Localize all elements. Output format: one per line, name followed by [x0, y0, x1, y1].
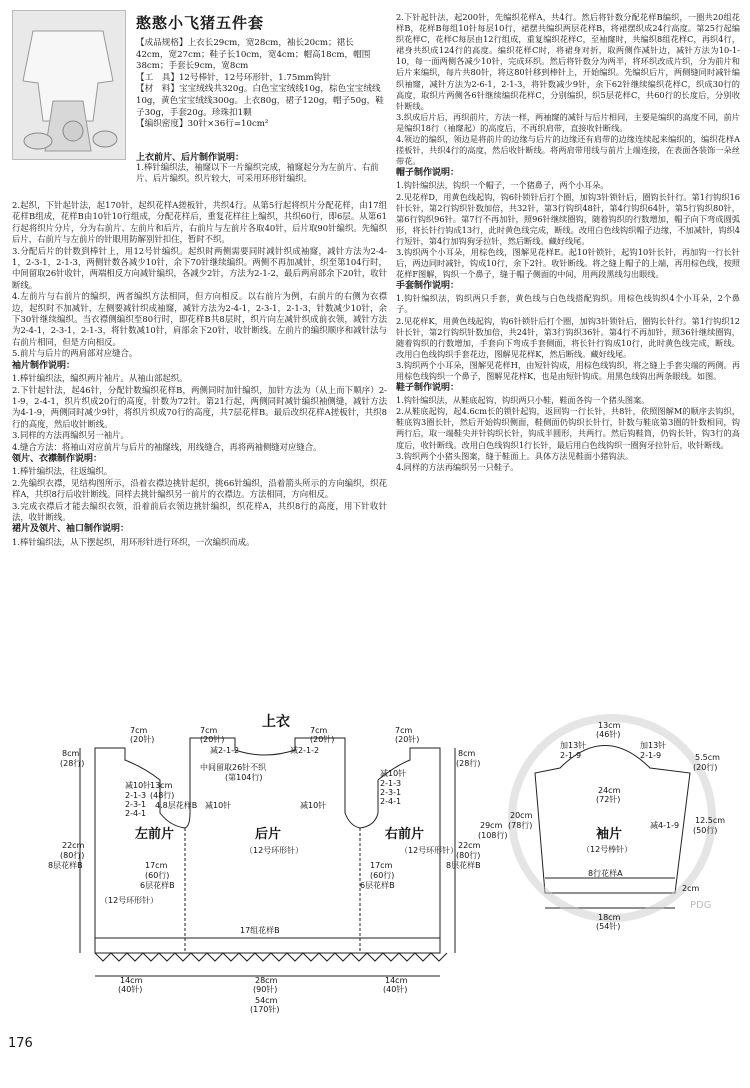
h22-right: 22cm — [458, 841, 481, 850]
paragraph: 2.下针起针法，起200针，先编织花样A，共4行。然后将针数分配花样B编织，一圈共20组花样B，花样B每组10针每层10行，裙摆共编织两层花样B，将裙摆织成24行高度。第25行起编织花样C，花样C每层由12行组成，重复编织花样C，至袖窿时，共编织8组花样C，再织4行，裙身共织成124行的高度。编织花样C时，将裙身对折，取两侧作减针边，减针方法为10-1-10，每一面两侧各减少10针，完成环织。然后将针数分为两半，将环织改成片织，分为前片和后片来编织，每片共80针，将这80针移到棒针上，开始编织。先编织后片，两侧缝同时减针编织袖窿，减针方法为2-6-1，2-1-3，将针数减少9针，余下62针继续编织花样C，织成30行的高度，取织片两侧各6针继续编织花样C，分别编织，织5层花样C，共60行的长度后，分别收针断线。 — [396, 12, 740, 111]
dec10b-right: 2-3-1 — [380, 788, 402, 797]
s-pattern-label: 8行花样A — [588, 869, 623, 878]
s55s-label: (20行) — [693, 763, 718, 772]
s55-label: 5.5cm — [695, 753, 720, 762]
needle-note: （12号环形针） — [245, 846, 304, 855]
label-back: 后片 — [255, 827, 282, 842]
needle-note-right: （12号环形针） — [400, 846, 459, 855]
paragraph: 3.分配后片的针数到棒针上，用12号针编织。起织时两侧需要同时减针织成袖窿，减针方法为2-4-1，2-3-1，2-1-3，两侧针数各减少10针，余下70针继续编织。两侧不再加减针，织至第104行时，中间留取26针收针，两端相反方向减针编织，各减少2针，方法为2-1-2，最后两肩部余下20针，收针断线。 — [12, 245, 387, 290]
dec10-right: 减10针 — [380, 769, 407, 778]
section-heading-skirt: 裙片及领片、袖口制作说明： — [12, 524, 130, 535]
s18-label: 18cm — [598, 913, 621, 922]
s18s-label: (54针) — [596, 922, 621, 931]
paragraph: 5.前片与后片的两肩部对应缝合。 — [12, 348, 138, 359]
stripe17-label: 17组花样B — [240, 926, 280, 935]
spec-line: 【成品规格】上衣长29cm，宽28cm，袖长20cm；裙长42cm，宽27cm；鞋子长10cm，宽4cm；帽高18cm，帽围38cm；手套长9cm，宽8cm — [136, 38, 371, 72]
w14s-right: (40针) — [383, 985, 408, 994]
dec10b-left: 2-3-1 — [125, 800, 147, 809]
mid-row: (第104行) — [225, 773, 263, 782]
paragraph: 3.同样的方法再编织另一袖片。 — [12, 430, 129, 441]
paragraph: 1.棒针编织法，从下摆起织，用环形针进行环织，一次编织而成。 — [12, 536, 255, 547]
label-left-front: 左前片 — [135, 827, 175, 842]
paragraph: 2.起织，下针起针法，起170针，起织花样A搓板针，共织4行。从第5行起将织片分配花样，由17组花样B组成，花样B由10针10行组成，分配花样后，重复花样往上编织，共织60行，即6层。从第61行起将织片分片，分为右前片、左前片和后片，右前片与左前片各取40针，后片取90针编织。先编织后片，右前片与左前片的针眼用防解别针扣住，暂时不织。 — [12, 200, 387, 245]
dim-w7s-back-r: (20针) — [310, 735, 335, 744]
paragraph: 1.棒针编织法，编织两片袖片。从袖山部起织。 — [12, 373, 188, 384]
h17s-right: (60行) — [370, 871, 395, 880]
w28-label: 28cm — [255, 976, 278, 985]
w54-label: 54cm — [255, 996, 278, 1005]
s2-label: 2cm — [682, 884, 700, 893]
h20-label: 20cm — [510, 811, 533, 820]
section-heading-shoe: 鞋子制作说明： — [396, 383, 460, 394]
left-column — [12, 200, 387, 548]
paragraph: 2.见花样K，用黄色线起钩，钩6针锁针后打个圈，加钩3针锁针后，圈钩长针行。第1行钩织12针长针，第2行钩织针数加倍，共24针，第3行钩织36针。第4行不再加针，照36针继续圈钩，随着钩织的行数增加，手套向下弯成手套侧面，将长针行钩成10行，此时黄色线完成，断线。改用白色线钩织手套花边，图解见花样K，然后断线。藏好线尾。 — [396, 315, 740, 359]
dec10c-left: 2-4-1 — [125, 809, 147, 818]
paragraph: 1.棒针编织法，袖窿以下一片编织完成，袖窿起分为左前片、右前片、后片编织。织片较大，可采用环形针编织。 — [136, 162, 379, 184]
product-photo — [12, 10, 126, 160]
h17-right: 17cm — [370, 861, 393, 870]
paragraph: 1.棒针编织法，往返编织。 — [12, 466, 113, 477]
w28s-label: (90针) — [253, 985, 278, 994]
spec-line: 【工 具】12号棒针，12号环形针，1.75mm钩针 — [136, 72, 331, 83]
label-sleeve: 袖片 — [596, 827, 623, 842]
paragraph: 4.左前片与右前片的编织，两者编织方法相同，但方向相反。以右前片为例，右前片的右侧为衣襟边，起织时不加减针，左侧要减针织成袖窿，减针方法为2-4-1，2-3-1，2-1-3，针数减少10针，余下30针继续编织。当衣襟侧编织至80行时，即花样B共8层时，织片向左减针织成前衣领，减针方法为2-4-1，2-3-1，2-1-3，将针数减10针，肩部余下20针，收针断线。左前片的编织顺序和减针法与右前片相同，但是方向相反。 — [12, 291, 387, 347]
dec-label-r: 减2-1-2 — [290, 746, 320, 755]
spec-line: 【材 料】宝宝绒线共320g。白色宝宝绒线10g，棕色宝宝绒线10g，黄色宝宝绒线300g。上衣80g，裙子120g，帽子50g，鞋子30g，手套20g。珍珠扣1颗 — [136, 84, 384, 118]
section-heading-collar: 领片、衣襟制作说明： — [12, 453, 103, 464]
dim-w7s-left: (20针) — [130, 735, 155, 744]
spec-line: 【编织密度】30针×36行=10cm² — [136, 119, 269, 130]
s-inc-left: 加13针 — [560, 741, 587, 750]
h20s-label: (78行) — [508, 821, 533, 830]
w14-left: 14cm — [120, 976, 143, 985]
paragraph: 4.缝合方法：将袖山对应前片与后片的袖窿线，用线缝合，再将两袖侧缝对应缝合。 — [12, 441, 322, 452]
right-column — [396, 12, 740, 473]
h8-right: 8cm — [458, 749, 476, 758]
paragraph: 2.见花样D，用黄色线起钩，钩6针锁针后打个圈，加钩3针锁针后，圈钩长针行。第1行钩织16针长针，第2行钩织针数加倍，共32针，第3行钩织48针，第4行钩织64针，第5行钩织80针，第6行钩织96针。第7行不再加针，照96针继续圈钩，随着钩织的行数增加，帽子向下弯成圆弧形，将长针行钩成13行，此时黄色线完成，断线。改用白色线钩织帽子边缘，不加减针，钩织4行短针，第4行加钩狗牙拉针，然后断线。藏好线尾。 — [396, 191, 740, 246]
dim-w7s-right: (20针) — [395, 735, 420, 744]
paragraph: 2.从鞋底起钩，起4.6cm长的锁针起钩，返回钩一行长针，共8针，依照图解M的顺序去钩织，鞋底钩3圈长针，然后开始钩织侧面，鞋侧面仍钩织长针行，针数与鞋底第3圈的针数相同，钩两行后，取一端鞋尖并针钩织长针，钩成半圆形，共两行。然后钩鞋筒，仍钩长针，钩3行的高度后，收针断线。改用白色线钩织1行长针，最后用白色线钩织一圈狗牙拉针后，收针断线。 — [396, 406, 740, 450]
paragraph: 2.先编织衣襟，见结构图所示，沿着衣襟边挑针起织，挑66针编织，沿着箭头所示的方向编织，织花样A，共织8行后收针断线。同样去挑针编织另一前片的衣襟边。方法相同，方向相反。 — [12, 477, 387, 500]
s24-label: 24cm — [598, 786, 621, 795]
section-heading-body: 上衣前片、后片制作说明： — [136, 153, 245, 163]
s-inc-right: 加13针 — [640, 741, 667, 750]
paragraph: 4.同样的方法再编织另一只鞋子。 — [396, 461, 519, 472]
hem-zigzag — [95, 953, 447, 961]
layer8-right: 8层花样B — [446, 861, 481, 870]
w14s-left: (40针) — [118, 985, 143, 994]
s125-label: 12.5cm — [695, 816, 726, 825]
layer6-right: 6层花样B — [360, 881, 395, 890]
watermark-text: PDG — [690, 900, 712, 911]
section-heading-hat: 帽子制作说明： — [396, 168, 460, 179]
h22s-right: (80行) — [456, 851, 481, 860]
layer48-label: 4.8层花样B — [155, 801, 198, 810]
paragraph: 3.钩织两个小耳朵，用棕色线，图解见花样E。起10针锁针，起钩10针长针，再加钩一行长针后，两边同时减针，钩成10行，余下2针。收针断线。将之缝上帽子的上端，再用棕色线，按照花样F图解，钩织一个鼻子，缝于帽子侧面的中间，用两段黑线勾出眼线。 — [396, 246, 740, 280]
dec10a-left: 2-1-3 — [125, 791, 147, 800]
h17s-left: (60行) — [145, 871, 170, 880]
s-inc2-left: 2-1-9 — [560, 751, 582, 760]
diagram-title: 上衣 — [262, 714, 290, 730]
s24s-label: (72针) — [596, 795, 621, 804]
paragraph: 3.钩织两个小耳朵，图解见花样H，由短针钩成，用棕色线钩织，将之缝上手套尖端的两侧。再用棕色线钩织一个鼻子，图解见花样K，也是由短针钩成。用黑色线钩出两条眼线。如图。 — [396, 359, 740, 381]
paragraph: 2.下针起针法，起46针，分配针数编织花样B，两侧同时加针编织，加针方法为（从上而下顺序）2-1-9，2-4-1，织片织成20行的高度，针数为72针。第21行起，两侧同时减针编织袖侧缝，减针方法为4-1-9，两侧同时减少9针，将织片织成70行的高度，共7层花样B。最后改织花样A搓板针，共织8行的高度，然后收针断线。 — [12, 384, 387, 429]
dim-w7-left: 7cm — [130, 726, 148, 735]
paragraph: 1.钩针编织法，钩织两只手套，黄色线与白色线搭配钩织。用棕色线钩织4个小耳朵，2个鼻子。 — [396, 293, 740, 315]
dim-w7-right: 7cm — [395, 726, 413, 735]
s-inc2-right: 2-1-9 — [640, 751, 662, 760]
dim-w7-back-l: 7cm — [200, 726, 218, 735]
h13-label: 13cm — [150, 781, 173, 790]
h8-left: 8cm — [62, 749, 80, 758]
h8s-left: (28行) — [60, 759, 85, 768]
section-heading-sleeve: 袖片制作说明： — [12, 360, 76, 371]
paragraph: 1.钩针编织法，钩织一个帽子，一个猪鼻子，两个小耳朵。 — [396, 180, 609, 191]
h22s-left: (80行) — [60, 851, 85, 860]
sleeve-needle: （12号棒针） — [582, 845, 633, 854]
knitting-schematic — [0, 708, 750, 1038]
s13s-label: (46针) — [596, 730, 621, 739]
section-heading-glove: 手套制作说明： — [396, 281, 460, 292]
spec-block — [136, 38, 386, 131]
h8s-right: (28行) — [456, 759, 481, 768]
h17-left: 17cm — [145, 861, 168, 870]
page-title: 憨憨小飞猪五件套 — [136, 14, 265, 32]
paragraph: 3.完成衣襟后才能去编织衣领，沿着前后衣领边挑针编织，织花样A，共织8行的高度，用下针收针法，收针断线。 — [12, 500, 387, 522]
body-intro — [136, 162, 386, 185]
dim-w7s-back-l: (20针) — [200, 735, 225, 744]
h29s-label: (108行) — [478, 831, 508, 840]
dec10c-right: 2-4-1 — [380, 797, 402, 806]
page-number: 176 — [8, 1036, 33, 1051]
dec10-back-l: 减10针 — [205, 801, 232, 810]
layer6-left: 6层花样B — [140, 881, 175, 890]
label-right-front: 右前片 — [385, 827, 425, 842]
h22-left: 22cm — [62, 841, 85, 850]
w14-right: 14cm — [385, 976, 408, 985]
layer8-left: 8层花样B — [48, 861, 83, 870]
h13s-label: (48行) — [150, 791, 175, 800]
dec10-back-r: 减10针 — [300, 801, 327, 810]
dim-w7-back-r: 7cm — [310, 726, 328, 735]
s125s-label: (50行) — [693, 826, 718, 835]
mid-note: 中间留取26针不织 — [200, 763, 267, 772]
paragraph: 3.钩织两个小猪头图案，缝于鞋面上。具体方法见鞋面小猪钩法。 — [396, 450, 634, 461]
needle-note-left: （12号环形针） — [100, 896, 159, 905]
s-dec-label: 减4-1-9 — [650, 821, 680, 830]
s13-label: 13cm — [598, 721, 621, 730]
dec10a-right: 2-1-3 — [380, 779, 402, 788]
paragraph: 3.织成后片后，再织前片，方法一样，两袖窿的减针与后片相同，主要是编织的高度不同，前片是编织18行（袖窿起）的高度后，不再织肩带，直接收针断线。 — [396, 111, 740, 133]
dec10-left: 减10针 — [125, 781, 152, 790]
dec-label-l: 减2-1-2 — [210, 746, 240, 755]
h29-label: 29cm — [480, 821, 503, 830]
paragraph: 4.领边的编织，领边是将前片的边缘与后片的边缘还有肩带的边缘连续起来编织的，编织花样A搓板针，共织4行的高度，然后收针断线。将两肩带用线与前片上端连接，在表面各装饰一朵丝带花。 — [396, 134, 740, 167]
paragraph: 1.钩针编织法，从鞋底起钩，钩织两只小鞋，鞋面各钩一个猪头图案。 — [396, 395, 650, 406]
w54s-label: (170针) — [250, 1005, 280, 1014]
